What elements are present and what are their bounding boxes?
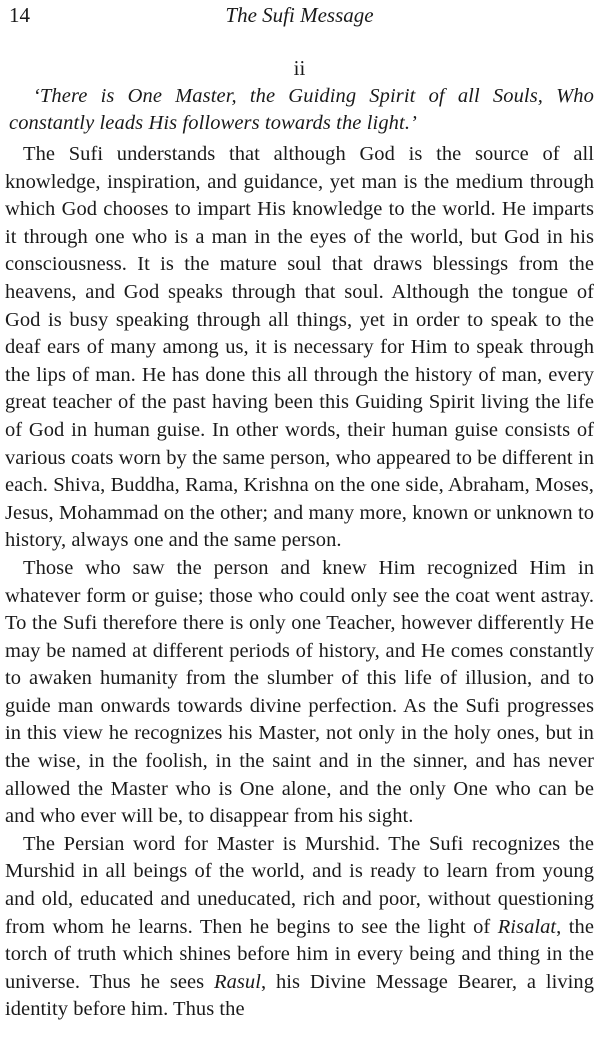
running-head (5, 0, 594, 30)
epigraph-quote: ‘There is One Master, the Guiding Spirit of all Souls, Who constantly leads His followers towards the light.’ (9, 85, 594, 134)
page-number: 14 (9, 3, 30, 27)
term-rasul: Rasul (214, 970, 261, 993)
paragraph-3-text-part-3: , his Divine Message Bearer, a living identity before him. Thus the (5, 970, 594, 1021)
body-paragraph-1: The Sufi understands that although God is the source of all knowledge, inspiration, and guidance, yet man is the medium through which God chooses to impart His knowledge to the world. He imparts it through one who is a man in the eyes of the world, but God in his consciousness. It is the mature soul that draws blessings from the heavens, and God speaks through that soul. Although the tongue of God is busy speaking through all things, yet in order to speak to the deaf ears of many among us, it is necessary for Him to speak through the lips of man. He has done this all through the history of man, every great teacher of the past having been this Guiding Spirit living the life of God in human guise. In other words, their human guise consists of various coats worn by the same person, who appeared to be different in each. Shiva, Buddha, Rama, Krishna on the one side, Abraham, Moses, Jesus, Mohammad on the other; and many more, known or unknown to history, always one and the same person. (5, 143, 594, 552)
body-paragraph-2: Those who saw the person and knew Him recognized Him in whatever form or guise; those who could only see the coat went astray. To the Sufi therefore there is only one Teacher, however differently He may be named at different periods of history, and He comes constantly to awaken humanity from the slumber of this life of illusion, and to guide man onwards towards divine perfection. As the Sufi progresses in this view he recognizes his Master, not only in the holy ones, but in the wise, in the foolish, in the saint and in the sinner, and has never allowed the Master who is One alone, and the only One who can be and who ever will be, to disappear from his sight. (5, 556, 594, 828)
book-title: The Sufi Message (225, 3, 374, 27)
term-risalat: Risalat (497, 915, 557, 938)
paragraph-3-text-part-2: , the torch of truth which shines before him in every being and thing in the universe. Thus he sees (5, 915, 594, 993)
body-paragraph-3 (5, 831, 594, 1024)
paragraph-3-text-part-1: The Persian word for Master is Murshid. The Sufi recognizes the Murshid in all beings of the world, and is ready to learn from young and old, educated and uneducated, rich and poor, without questioning from whom he learns. Then he begins to see the light of (5, 832, 594, 938)
section-number: ii (293, 56, 306, 80)
